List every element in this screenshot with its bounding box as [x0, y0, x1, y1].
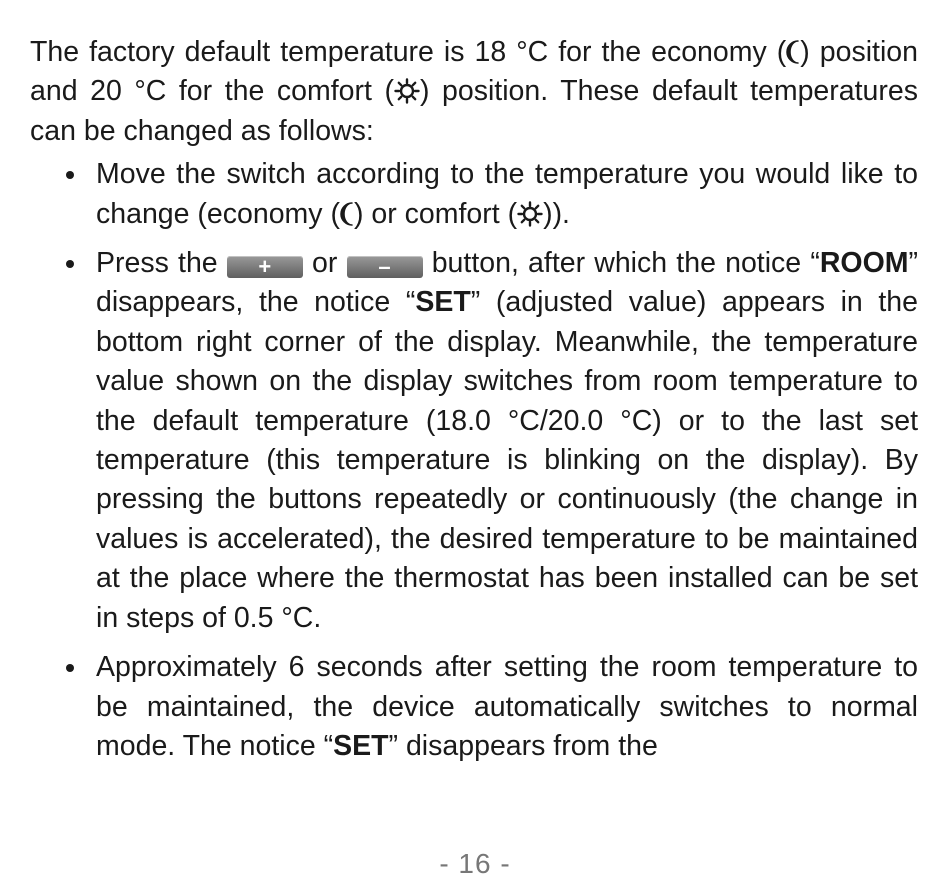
- minus-button-image: –: [347, 256, 423, 278]
- bullet-2-text-2: or: [302, 247, 347, 280]
- sun-icon: [517, 201, 543, 227]
- set-notice: SET: [333, 729, 389, 762]
- bullet-1-text-3: )).: [543, 197, 570, 230]
- instruction-list: [30, 155, 918, 766]
- intro-text-2: ) position and 20 °C for the comfort (: [30, 36, 918, 108]
- bullet-dot: [66, 171, 74, 179]
- list-item: [30, 244, 918, 638]
- list-item: [30, 648, 918, 766]
- bullet-3-text-2: ” disappears from the: [388, 729, 658, 762]
- bullet-2-text-3: button, after which the notice “: [422, 247, 820, 280]
- bullet-3-text-1: Approximately 6 seconds after setting the room temperature to be maintained, the device automatically switches to normal mode. The notice “: [96, 651, 918, 762]
- bullet-dot: [66, 664, 74, 672]
- intro-text-1: The factory default temperature is 18 °C for the economy (: [30, 36, 787, 68]
- bullet-dot: [66, 260, 74, 268]
- document-page: [30, 33, 918, 776]
- intro-paragraph: [30, 33, 918, 151]
- bullet-2-text-1: Press the: [96, 247, 227, 280]
- bullet-2-text-4: ” disappears, the notice “: [96, 247, 918, 319]
- list-item: [30, 155, 918, 234]
- bullet-1-text-2: ) or comfort (: [353, 197, 518, 230]
- room-notice: ROOM: [819, 247, 909, 280]
- sun-icon: [394, 78, 420, 104]
- plus-button-image: +: [227, 256, 303, 278]
- set-notice: SET: [415, 286, 471, 319]
- bullet-2-text-5: ” (adjusted value) appears in the bottom right corner of the display. Meanwhile, the temperature value shown on the display switches from room temperature to the default temperature (18.0 °C/20.0 °C) or to the last set temperature (this temperature is blinking on the display). By pressing the buttons repeatedly or continuously (the change in values is accelerated), the desired temperature to be maintained at the place where the thermostat has been installed can be set in steps of 0.5 °C.: [96, 286, 918, 634]
- moon-icon: [340, 201, 354, 227]
- moon-icon: [786, 39, 800, 65]
- page-number: - 16 -: [439, 848, 511, 879]
- intro-text-3: ) position. These default temperatures can be changed as follows:: [30, 75, 918, 147]
- bullet-1-text-1: Move the switch according to the temperature you would like to change (economy (: [96, 158, 918, 230]
